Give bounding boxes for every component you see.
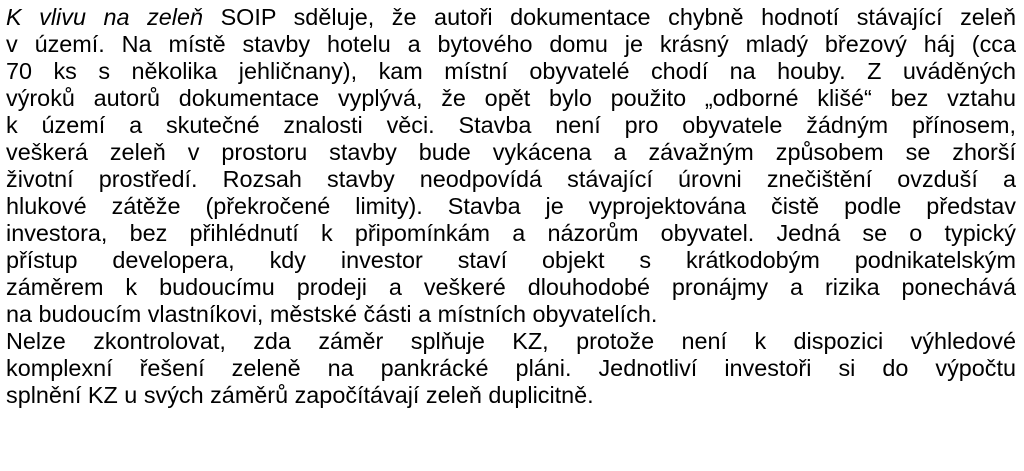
text-line: v území. Na místě stavby hotelu a bytového domu je krásný mladý březový háj (cca <box>6 31 1016 57</box>
text-line: životní prostředí. Rozsah stavby neodpovídá stávající úrovni znečištění ovzduší a <box>6 166 1016 192</box>
paragraph-green-impact <box>6 4 1016 328</box>
text-line: splnění KZ u svých záměrů započítávají zeleň duplicitně. <box>6 382 594 408</box>
text-line <box>6 4 1016 31</box>
text-line: Nelze zkontrolovat, zda záměr splňuje KZ, protože není k dispozici výhledové <box>6 328 1016 354</box>
text-line: investora, bez přihlédnutí k připomínkám a názorům obyvatel. Jedná se o typický <box>6 220 1016 246</box>
text-line-content: SOIP sděluje, že autoři dokumentace chybně hodnotí stávající zeleň <box>203 4 1016 30</box>
text-line: veškerá zeleň v prostoru stavby bude vykácena a závažným způsobem se zhorší <box>6 139 1016 165</box>
text-line: hlukové zátěže (překročené limity). Stavba je vyprojektována čistě podle představ <box>6 193 1016 219</box>
text-line: výroků autorů dokumentace vyplývá, že opět bylo použito „odborné klišé“ bez vztahu <box>6 85 1016 111</box>
text-line: 70 ks s několika jehličnany), kam místní obyvatelé chodí na houby. Z uváděných <box>6 58 1016 84</box>
text-line: k území a skutečné znalosti věci. Stavba není pro obyvatele žádným přínosem, <box>6 112 1016 138</box>
text-line: komplexní řešení zeleně na pankrácké pláni. Jednotliví investoři si do výpočtu <box>6 355 1016 381</box>
text-line: záměrem k budoucímu prodeji a veškeré dlouhodobé pronájmy a rizika ponechává <box>6 274 1016 300</box>
text-line: přístup developera, kdy investor staví objekt s krátkodobým podnikatelským <box>6 247 1016 273</box>
document-text <box>6 4 1016 409</box>
italic-lead-in: K vlivu na zeleň <box>6 4 204 30</box>
paragraph-kz-check <box>6 328 1016 409</box>
text-line: na budoucím vlastníkovi, městské části a místních obyvatelích. <box>6 301 658 327</box>
